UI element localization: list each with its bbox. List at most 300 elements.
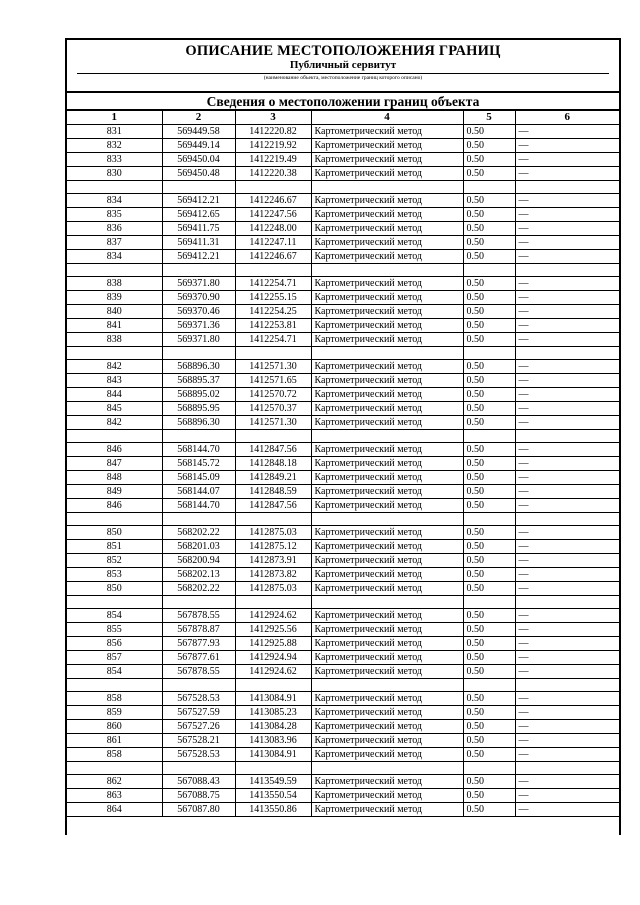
table-row — [67, 457, 619, 471]
table-cell: — — [515, 651, 619, 665]
table-cell: — — [515, 720, 619, 734]
table-cell: 0.50 — [463, 789, 515, 803]
empty-cell — [311, 596, 463, 609]
table-cell: 0.50 — [463, 305, 515, 319]
table-cell: 0.50 — [463, 471, 515, 485]
empty-cell — [235, 679, 311, 692]
empty-cell — [463, 181, 515, 194]
table-cell: Картометрический метод — [311, 333, 463, 347]
empty-cell — [67, 679, 162, 692]
table-cell: — — [515, 582, 619, 596]
table-cell: 568202.13 — [162, 568, 235, 582]
table-cell: 0.50 — [463, 526, 515, 540]
table-cell: Картометрический метод — [311, 374, 463, 388]
table-cell: 849 — [67, 485, 162, 499]
table-cell: Картометрический метод — [311, 319, 463, 333]
table-row — [67, 402, 619, 416]
table-cell: 1412248.00 — [235, 222, 311, 236]
table-cell: 1413084.91 — [235, 692, 311, 706]
table-cell: 0.50 — [463, 665, 515, 679]
empty-cell — [162, 264, 235, 277]
document-subtitle: Публичный сервитут — [289, 59, 397, 71]
column-header: 1 — [67, 111, 162, 125]
empty-cell — [162, 596, 235, 609]
table-cell: 567528.53 — [162, 748, 235, 762]
empty-cell — [515, 181, 619, 194]
table-cell: Картометрический метод — [311, 665, 463, 679]
table-cell: 841 — [67, 319, 162, 333]
table-cell: — — [515, 333, 619, 347]
table-cell: 1412873.82 — [235, 568, 311, 582]
table-cell: Картометрический метод — [311, 748, 463, 762]
table-cell: — — [515, 416, 619, 430]
table-cell: 567088.43 — [162, 775, 235, 789]
table-cell: 568202.22 — [162, 526, 235, 540]
table-cell: 569449.58 — [162, 125, 235, 139]
table-cell: Картометрический метод — [311, 651, 463, 665]
table-cell: 0.50 — [463, 748, 515, 762]
empty-cell — [463, 762, 515, 775]
empty-cell — [463, 596, 515, 609]
table-cell: 567878.55 — [162, 609, 235, 623]
table-cell: Картометрический метод — [311, 692, 463, 706]
table-cell: 567528.53 — [162, 692, 235, 706]
table-row — [67, 568, 619, 582]
table-row — [67, 291, 619, 305]
table-row — [67, 374, 619, 388]
table-cell: 839 — [67, 291, 162, 305]
table-row — [67, 443, 619, 457]
table-cell: — — [515, 526, 619, 540]
table-cell: 0.50 — [463, 775, 515, 789]
table-cell: 0.50 — [463, 637, 515, 651]
table-row — [67, 277, 619, 291]
table-cell: — — [515, 803, 619, 817]
empty-cell — [463, 430, 515, 443]
empty-cell — [515, 596, 619, 609]
table-row — [67, 125, 619, 139]
table-cell: 569370.46 — [162, 305, 235, 319]
table-row — [67, 388, 619, 402]
table-cell: 838 — [67, 333, 162, 347]
table-cell: 840 — [67, 305, 162, 319]
table-cell: 569411.75 — [162, 222, 235, 236]
table-cell: 855 — [67, 623, 162, 637]
table-cell: 0.50 — [463, 540, 515, 554]
table-cell: 1412571.30 — [235, 416, 311, 430]
table-cell: 0.50 — [463, 125, 515, 139]
table-cell: Картометрический метод — [311, 609, 463, 623]
table-cell: — — [515, 319, 619, 333]
table-cell: 567877.93 — [162, 637, 235, 651]
table-cell: 0.50 — [463, 443, 515, 457]
table-cell: — — [515, 125, 619, 139]
table-cell: Картометрический метод — [311, 637, 463, 651]
table-cell: 831 — [67, 125, 162, 139]
table-cell: 568145.72 — [162, 457, 235, 471]
table-cell: 0.50 — [463, 139, 515, 153]
table-cell: 569370.90 — [162, 291, 235, 305]
column-header: 6 — [515, 111, 619, 125]
empty-cell — [463, 679, 515, 692]
table-cell: 0.50 — [463, 319, 515, 333]
table-cell: 1412219.49 — [235, 153, 311, 167]
empty-cell — [162, 513, 235, 526]
subtitle-underline — [77, 73, 609, 74]
table-cell: — — [515, 540, 619, 554]
table-cell: Картометрический метод — [311, 789, 463, 803]
table-cell: 569371.80 — [162, 277, 235, 291]
table-row — [67, 609, 619, 623]
table-cell: — — [515, 222, 619, 236]
empty-cell — [311, 430, 463, 443]
empty-cell — [311, 513, 463, 526]
table-header-row — [67, 111, 619, 125]
table-cell: — — [515, 208, 619, 222]
empty-cell — [515, 264, 619, 277]
table-cell: 1412255.15 — [235, 291, 311, 305]
table-cell: — — [515, 748, 619, 762]
table-cell: 1412925.88 — [235, 637, 311, 651]
table-cell: 1412848.59 — [235, 485, 311, 499]
section-title: Сведения о местоположении границ объекта — [67, 93, 619, 110]
empty-cell — [235, 762, 311, 775]
table-cell: 856 — [67, 637, 162, 651]
table-cell: 568200.94 — [162, 554, 235, 568]
table-cell: 850 — [67, 582, 162, 596]
table-cell: 0.50 — [463, 153, 515, 167]
table-cell: 848 — [67, 471, 162, 485]
table-cell: 857 — [67, 651, 162, 665]
table-cell: 1412875.03 — [235, 582, 311, 596]
table-cell: 568144.70 — [162, 499, 235, 513]
table-cell: Картометрический метод — [311, 540, 463, 554]
table-cell: 0.50 — [463, 609, 515, 623]
table-cell: 0.50 — [463, 623, 515, 637]
table-cell: — — [515, 374, 619, 388]
table-cell: Картометрический метод — [311, 582, 463, 596]
table-cell: 0.50 — [463, 803, 515, 817]
empty-cell — [235, 264, 311, 277]
empty-cell — [515, 762, 619, 775]
empty-cell — [162, 347, 235, 360]
table-cell: Картометрический метод — [311, 125, 463, 139]
table-cell: Картометрический метод — [311, 360, 463, 374]
empty-cell — [463, 347, 515, 360]
table-cell: 0.50 — [463, 360, 515, 374]
table-row — [67, 803, 619, 817]
table-cell: Картометрический метод — [311, 720, 463, 734]
table-cell: 860 — [67, 720, 162, 734]
table-row — [67, 194, 619, 208]
table-cell: Картометрический метод — [311, 416, 463, 430]
table-cell: 843 — [67, 374, 162, 388]
table-cell: 567528.21 — [162, 734, 235, 748]
table-cell: 835 — [67, 208, 162, 222]
table-cell: 1412847.56 — [235, 499, 311, 513]
table-row — [67, 305, 619, 319]
table-row — [67, 222, 619, 236]
empty-cell — [311, 181, 463, 194]
table-cell: 834 — [67, 250, 162, 264]
group-separator-row — [67, 181, 619, 194]
table-cell: — — [515, 637, 619, 651]
table-cell: 0.50 — [463, 416, 515, 430]
table-cell: 567878.87 — [162, 623, 235, 637]
table-cell: 0.50 — [463, 457, 515, 471]
table-cell: Картометрический метод — [311, 803, 463, 817]
table-cell: 0.50 — [463, 277, 515, 291]
table-cell: Картометрический метод — [311, 443, 463, 457]
table-cell: 1412254.71 — [235, 277, 311, 291]
table-cell: 1413550.86 — [235, 803, 311, 817]
empty-cell — [311, 679, 463, 692]
table-cell: 1412247.56 — [235, 208, 311, 222]
table-cell: 1412247.11 — [235, 236, 311, 250]
table-body — [67, 111, 619, 817]
table-cell: Картометрический метод — [311, 775, 463, 789]
table-cell: — — [515, 623, 619, 637]
table-cell: 568144.70 — [162, 443, 235, 457]
table-cell: 838 — [67, 277, 162, 291]
empty-cell — [162, 679, 235, 692]
table-cell: 861 — [67, 734, 162, 748]
table-row — [67, 236, 619, 250]
table-cell: 567527.59 — [162, 706, 235, 720]
table-cell: 845 — [67, 402, 162, 416]
table-cell: — — [515, 706, 619, 720]
table-cell: 1412924.62 — [235, 665, 311, 679]
table-cell: 569450.04 — [162, 153, 235, 167]
table-cell: 858 — [67, 748, 162, 762]
table-row — [67, 471, 619, 485]
table-cell: 567527.26 — [162, 720, 235, 734]
table-cell: 567087.80 — [162, 803, 235, 817]
table-cell: 569412.21 — [162, 250, 235, 264]
table-cell: 569450.48 — [162, 167, 235, 181]
table-cell: 1412246.67 — [235, 250, 311, 264]
table-cell: Картометрический метод — [311, 457, 463, 471]
column-header: 3 — [235, 111, 311, 125]
table-cell: 1413549.59 — [235, 775, 311, 789]
table-cell: — — [515, 471, 619, 485]
table-cell: 1412570.72 — [235, 388, 311, 402]
table-cell: 854 — [67, 665, 162, 679]
table-cell: 834 — [67, 194, 162, 208]
table-cell: 1412220.38 — [235, 167, 311, 181]
group-separator-row — [67, 513, 619, 526]
table-cell: 1412924.62 — [235, 609, 311, 623]
table-cell: 844 — [67, 388, 162, 402]
table-cell: — — [515, 388, 619, 402]
table-cell: 569371.36 — [162, 319, 235, 333]
empty-cell — [162, 181, 235, 194]
table-cell: 1413084.28 — [235, 720, 311, 734]
table-cell: Картометрический метод — [311, 194, 463, 208]
table-cell: 1412254.71 — [235, 333, 311, 347]
column-header: 5 — [463, 111, 515, 125]
table-cell: Картометрический метод — [311, 222, 463, 236]
table-cell: 830 — [67, 167, 162, 181]
table-cell: 1413083.96 — [235, 734, 311, 748]
table-cell: — — [515, 485, 619, 499]
empty-cell — [235, 513, 311, 526]
table-cell: 0.50 — [463, 734, 515, 748]
group-separator-row — [67, 679, 619, 692]
table-cell: 847 — [67, 457, 162, 471]
table-cell: 569412.21 — [162, 194, 235, 208]
table-cell: 0.50 — [463, 706, 515, 720]
empty-cell — [235, 596, 311, 609]
table-cell: 567878.55 — [162, 665, 235, 679]
table-cell: — — [515, 139, 619, 153]
table-cell: Картометрический метод — [311, 471, 463, 485]
empty-cell — [463, 513, 515, 526]
table-cell: 567088.75 — [162, 789, 235, 803]
table-cell: Картометрический метод — [311, 388, 463, 402]
table-cell: — — [515, 402, 619, 416]
table-cell: — — [515, 568, 619, 582]
table-cell: 1412571.30 — [235, 360, 311, 374]
table-cell: 842 — [67, 416, 162, 430]
empty-cell — [67, 181, 162, 194]
empty-cell — [515, 513, 619, 526]
table-row — [67, 485, 619, 499]
table-cell: 1412254.25 — [235, 305, 311, 319]
table-cell: 1412220.82 — [235, 125, 311, 139]
table-cell: Картометрический метод — [311, 554, 463, 568]
table-cell: 1412848.18 — [235, 457, 311, 471]
empty-cell — [67, 430, 162, 443]
table-cell: 1412875.12 — [235, 540, 311, 554]
table-cell: 851 — [67, 540, 162, 554]
group-separator-row — [67, 430, 619, 443]
table-cell: 569412.65 — [162, 208, 235, 222]
table-cell: — — [515, 153, 619, 167]
group-separator-row — [67, 596, 619, 609]
empty-cell — [515, 430, 619, 443]
table-cell: Картометрический метод — [311, 568, 463, 582]
table-row — [67, 692, 619, 706]
table-cell: 568202.22 — [162, 582, 235, 596]
table-cell: — — [515, 692, 619, 706]
table-cell: 0.50 — [463, 167, 515, 181]
empty-cell — [311, 762, 463, 775]
table-cell: 567877.61 — [162, 651, 235, 665]
table-cell: 0.50 — [463, 720, 515, 734]
table-cell: — — [515, 734, 619, 748]
table-cell: — — [515, 167, 619, 181]
document-header — [67, 40, 619, 93]
table-cell: 850 — [67, 526, 162, 540]
table-cell: 568145.09 — [162, 471, 235, 485]
table-cell: 1412875.03 — [235, 526, 311, 540]
table-cell: 1413084.91 — [235, 748, 311, 762]
table-cell: 1412847.56 — [235, 443, 311, 457]
table-cell: Картометрический метод — [311, 250, 463, 264]
table-cell: 1413085.23 — [235, 706, 311, 720]
table-cell: 859 — [67, 706, 162, 720]
empty-cell — [67, 347, 162, 360]
table-cell: Картометрический метод — [311, 706, 463, 720]
table-cell: 0.50 — [463, 582, 515, 596]
table-cell: Картометрический метод — [311, 139, 463, 153]
document-frame — [65, 38, 621, 835]
table-cell: — — [515, 443, 619, 457]
empty-cell — [162, 430, 235, 443]
table-row — [67, 208, 619, 222]
table-cell: — — [515, 609, 619, 623]
table-row — [67, 582, 619, 596]
table-row — [67, 167, 619, 181]
table-cell: 833 — [67, 153, 162, 167]
empty-cell — [67, 513, 162, 526]
table-row — [67, 333, 619, 347]
table-row — [67, 139, 619, 153]
table-cell: Картометрический метод — [311, 499, 463, 513]
table-cell: 1412849.21 — [235, 471, 311, 485]
table-cell: — — [515, 291, 619, 305]
table-cell: 0.50 — [463, 692, 515, 706]
table-cell: 0.50 — [463, 194, 515, 208]
table-cell: 1412246.67 — [235, 194, 311, 208]
table-row — [67, 706, 619, 720]
table-cell: 1412924.94 — [235, 651, 311, 665]
table-cell: 568144.07 — [162, 485, 235, 499]
table-cell: Картометрический метод — [311, 305, 463, 319]
table-row — [67, 499, 619, 513]
table-cell: 0.50 — [463, 568, 515, 582]
table-cell: — — [515, 789, 619, 803]
table-cell: — — [515, 236, 619, 250]
table-cell: — — [515, 554, 619, 568]
table-cell: 1412253.81 — [235, 319, 311, 333]
table-row — [67, 651, 619, 665]
empty-cell — [67, 264, 162, 277]
table-cell: 1412873.91 — [235, 554, 311, 568]
column-header: 2 — [162, 111, 235, 125]
table-cell: Картометрический метод — [311, 623, 463, 637]
table-cell: Картометрический метод — [311, 485, 463, 499]
table-row — [67, 526, 619, 540]
table-cell: 568895.37 — [162, 374, 235, 388]
table-row — [67, 665, 619, 679]
table-row — [67, 416, 619, 430]
table-cell: — — [515, 194, 619, 208]
table-row — [67, 623, 619, 637]
empty-cell — [67, 762, 162, 775]
table-cell: 0.50 — [463, 333, 515, 347]
table-cell: Картометрический метод — [311, 153, 463, 167]
table-cell: 1412925.56 — [235, 623, 311, 637]
table-cell: 568895.95 — [162, 402, 235, 416]
table-row — [67, 748, 619, 762]
group-separator-row — [67, 347, 619, 360]
table-row — [67, 775, 619, 789]
empty-cell — [162, 762, 235, 775]
table-row — [67, 360, 619, 374]
table-cell: 0.50 — [463, 651, 515, 665]
table-row — [67, 554, 619, 568]
table-cell: 569411.31 — [162, 236, 235, 250]
table-cell: 568896.30 — [162, 360, 235, 374]
table-cell: — — [515, 250, 619, 264]
table-row — [67, 250, 619, 264]
boundary-coordinates-table — [67, 110, 619, 817]
empty-cell — [235, 430, 311, 443]
group-separator-row — [67, 762, 619, 775]
table-cell: — — [515, 665, 619, 679]
